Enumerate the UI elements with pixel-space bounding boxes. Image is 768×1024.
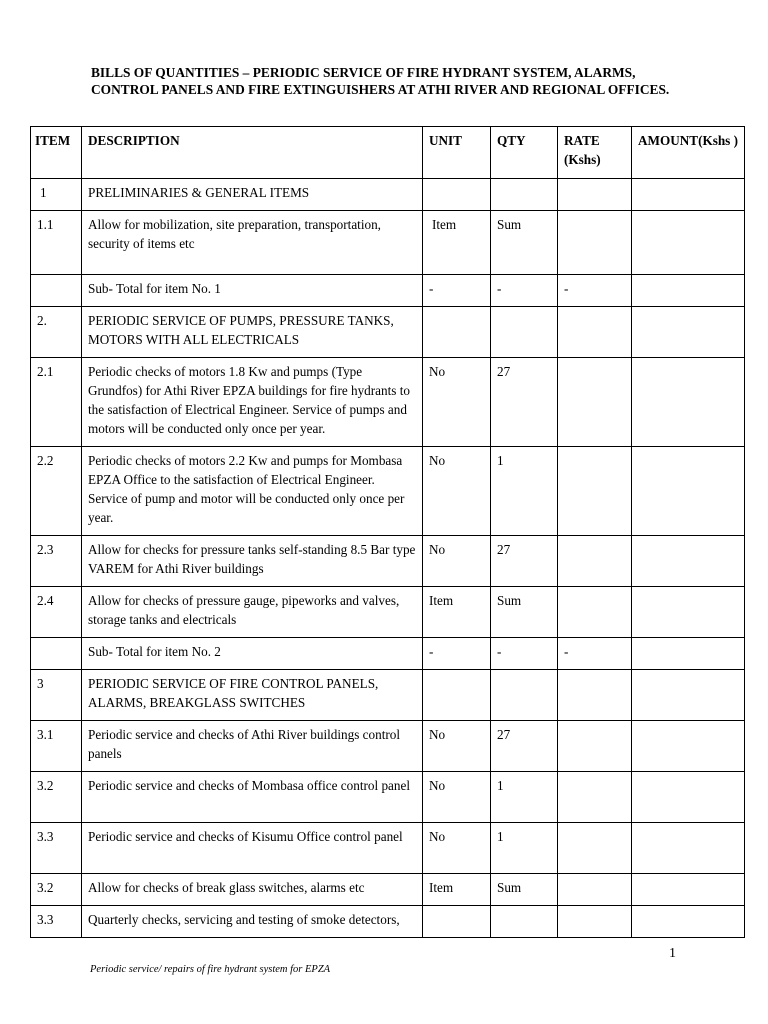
cell-rate (558, 447, 632, 536)
cell-qty: 27 (491, 358, 558, 447)
cell-amount (632, 721, 745, 772)
cell-unit (423, 670, 491, 721)
cell-description: Allow for checks of break glass switches, alarms etc (82, 874, 423, 906)
cell-rate (558, 536, 632, 587)
cell-unit: Item (423, 874, 491, 906)
table-header-row (31, 127, 745, 179)
table-row (31, 772, 745, 823)
cell-description: Allow for checks for pressure tanks self-standing 8.5 Bar type VAREM for Athi River buildings (82, 536, 423, 587)
cell-unit: No (423, 536, 491, 587)
cell-qty: 1 (491, 772, 558, 823)
cell-unit: Item (423, 211, 491, 275)
table-row (31, 587, 745, 638)
cell-item: 3.2 (31, 772, 82, 823)
cell-rate (558, 721, 632, 772)
cell-unit: No (423, 721, 491, 772)
table-row (31, 874, 745, 906)
cell-item: 2.1 (31, 358, 82, 447)
cell-amount (632, 536, 745, 587)
cell-item: 3.1 (31, 721, 82, 772)
cell-rate (558, 211, 632, 275)
cell-description: Quarterly checks, servicing and testing of smoke detectors, (82, 906, 423, 938)
cell-rate: - (558, 638, 632, 670)
cell-item: 2.2 (31, 447, 82, 536)
cell-unit: - (423, 638, 491, 670)
cell-qty: Sum (491, 587, 558, 638)
cell-description: PERIODIC SERVICE OF FIRE CONTROL PANELS, ALARMS, BREAKGLASS SWITCHES (82, 670, 423, 721)
bill-of-quantities-table (30, 126, 745, 938)
cell-rate (558, 179, 632, 211)
cell-item: 2.4 (31, 587, 82, 638)
table-row (31, 721, 745, 772)
cell-description: Periodic checks of motors 2.2 Kw and pumps for Mombasa EPZA Office to the satisfaction of Electrical Engineer. Service of pump and motor will be conducted only once per year. (82, 447, 423, 536)
cell-unit (423, 906, 491, 938)
cell-qty: 1 (491, 823, 558, 874)
table-row (31, 670, 745, 721)
cell-rate (558, 906, 632, 938)
cell-description: PRELIMINARIES & GENERAL ITEMS (82, 179, 423, 211)
cell-rate (558, 307, 632, 358)
table-row (31, 906, 745, 938)
cell-amount (632, 211, 745, 275)
header-amount: AMOUNT(Kshs ) (632, 127, 745, 179)
cell-amount (632, 823, 745, 874)
cell-qty: - (491, 638, 558, 670)
cell-item: 3.2 (31, 874, 82, 906)
cell-item: 1.1 (31, 211, 82, 275)
cell-item: 2. (31, 307, 82, 358)
cell-qty: Sum (491, 874, 558, 906)
cell-item: 3.3 (31, 906, 82, 938)
cell-amount (632, 447, 745, 536)
table-row (31, 823, 745, 874)
table-row (31, 358, 745, 447)
cell-amount (632, 906, 745, 938)
cell-qty (491, 670, 558, 721)
cell-item: 3 (31, 670, 82, 721)
cell-rate (558, 587, 632, 638)
header-rate: RATE (Kshs) (558, 127, 632, 179)
cell-qty: - (491, 275, 558, 307)
cell-unit: No (423, 823, 491, 874)
cell-qty (491, 179, 558, 211)
cell-description: Sub- Total for item No. 2 (82, 638, 423, 670)
cell-description: Sub- Total for item No. 1 (82, 275, 423, 307)
cell-item (31, 638, 82, 670)
table-row (31, 536, 745, 587)
header-qty: QTY (491, 127, 558, 179)
cell-qty: 1 (491, 447, 558, 536)
page-title: BILLS OF QUANTITIES – PERIODIC SERVICE OF FIRE HYDRANT SYSTEM, ALARMS, CONTROL PANELS AND FIRE EXTINGUISHERS AT ATHI RIVER AND REGIONAL OFFICES. (91, 65, 670, 97)
cell-rate (558, 358, 632, 447)
cell-amount (632, 358, 745, 447)
cell-amount (632, 587, 745, 638)
cell-rate (558, 874, 632, 906)
page-number: 1 (669, 946, 676, 961)
table-row (31, 275, 745, 307)
cell-rate (558, 823, 632, 874)
table-row (31, 447, 745, 536)
table-row (31, 638, 745, 670)
cell-unit: Item (423, 587, 491, 638)
table-row (31, 211, 745, 275)
cell-unit (423, 179, 491, 211)
cell-qty (491, 906, 558, 938)
cell-description: Allow for checks of pressure gauge, pipeworks and valves, storage tanks and electricals (82, 587, 423, 638)
cell-amount (632, 670, 745, 721)
table-row (31, 307, 745, 358)
cell-amount (632, 638, 745, 670)
cell-amount (632, 275, 745, 307)
table-row (31, 179, 745, 211)
cell-rate (558, 670, 632, 721)
cell-rate (558, 772, 632, 823)
header-unit: UNIT (423, 127, 491, 179)
cell-amount (632, 307, 745, 358)
footer-note: Periodic service/ repairs of fire hydrant system for EPZA (90, 964, 331, 975)
cell-qty: Sum (491, 211, 558, 275)
cell-unit: - (423, 275, 491, 307)
cell-description: Allow for mobilization, site preparation, transportation, security of items etc (82, 211, 423, 275)
cell-unit: No (423, 358, 491, 447)
cell-amount (632, 772, 745, 823)
cell-rate: - (558, 275, 632, 307)
cell-unit (423, 307, 491, 358)
cell-description: Periodic service and checks of Mombasa office control panel (82, 772, 423, 823)
cell-amount (632, 179, 745, 211)
cell-amount (632, 874, 745, 906)
cell-item: 3.3 (31, 823, 82, 874)
header-description: DESCRIPTION (82, 127, 423, 179)
cell-qty: 27 (491, 721, 558, 772)
cell-qty (491, 307, 558, 358)
cell-description: Periodic service and checks of Kisumu Office control panel (82, 823, 423, 874)
cell-unit: No (423, 447, 491, 536)
cell-item: 2.3 (31, 536, 82, 587)
cell-description: PERIODIC SERVICE OF PUMPS, PRESSURE TANKS, MOTORS WITH ALL ELECTRICALS (82, 307, 423, 358)
cell-item: 1 (31, 179, 82, 211)
cell-unit: No (423, 772, 491, 823)
cell-description: Periodic service and checks of Athi River buildings control panels (82, 721, 423, 772)
cell-description: Periodic checks of motors 1.8 Kw and pumps (Type Grundfos) for Athi River EPZA buildings for fire hydrants to the satisfaction of Electrical Engineer. Service of pumps and motors will be conducted only once per year. (82, 358, 423, 447)
header-item: ITEM (31, 127, 82, 179)
cell-item (31, 275, 82, 307)
cell-qty: 27 (491, 536, 558, 587)
